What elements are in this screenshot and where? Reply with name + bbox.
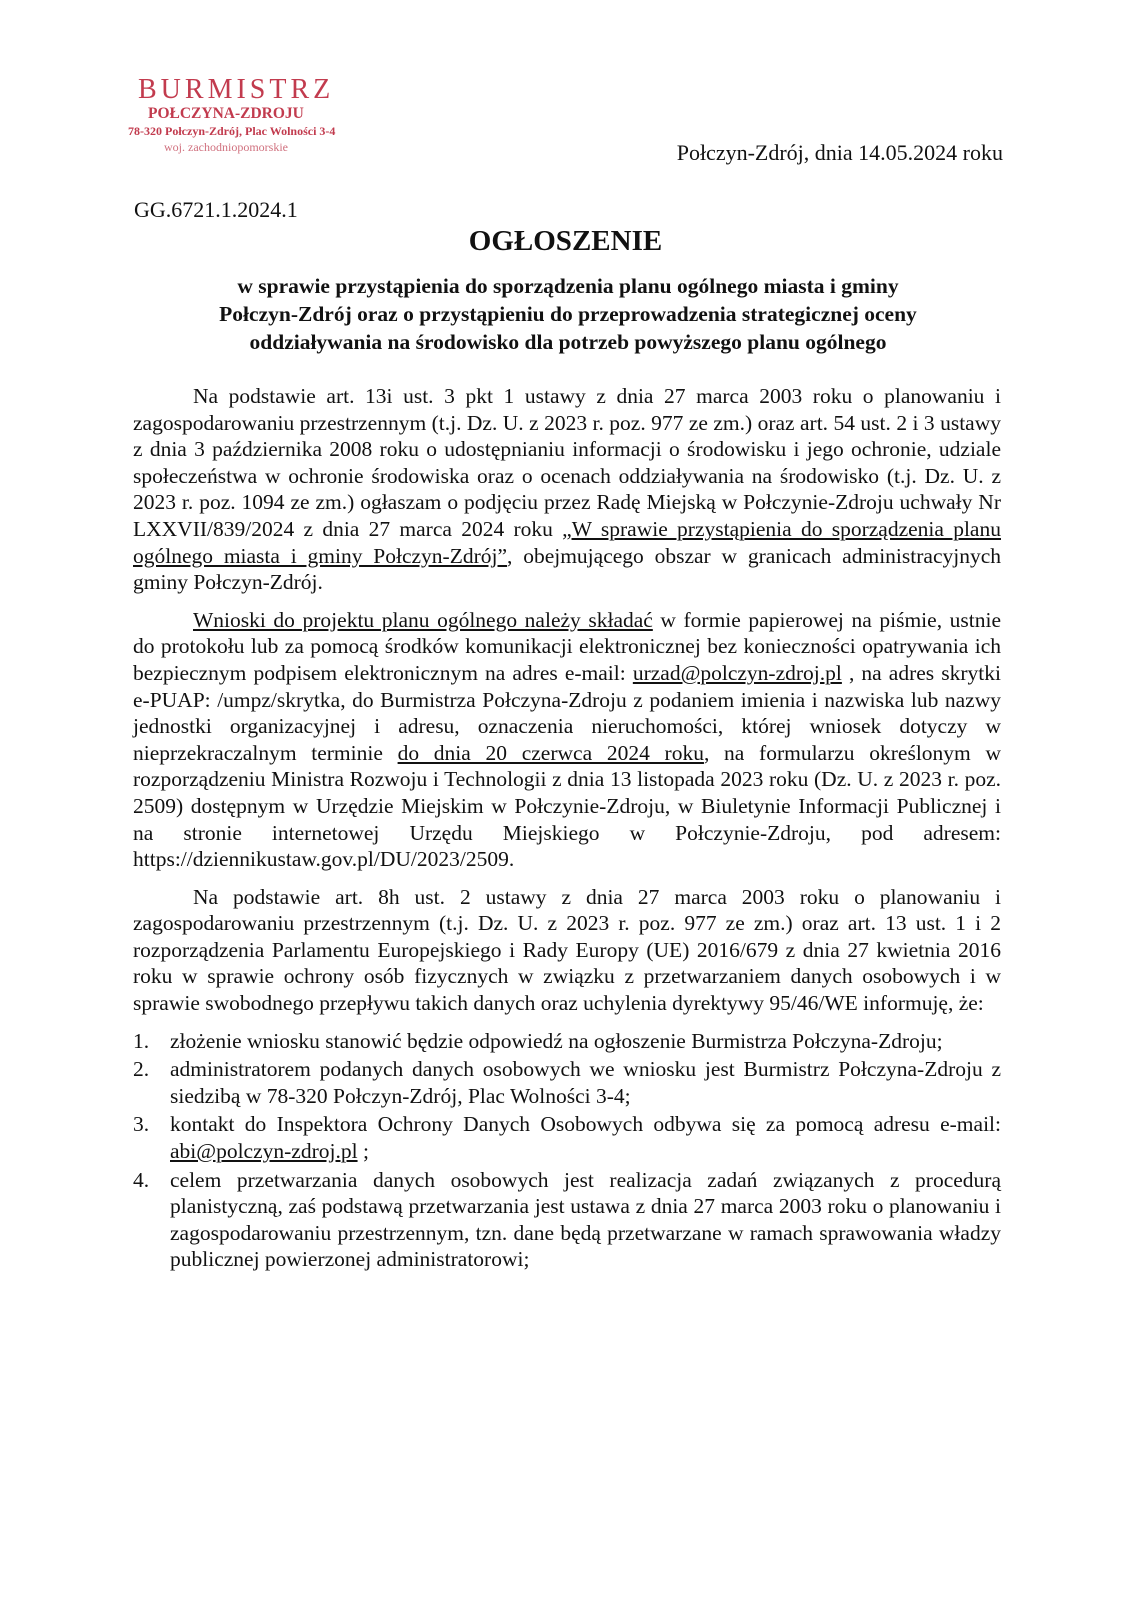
subject-line: Połczyn-Zdrój oraz o przystąpieniu do przeprowadzenia strategicznej oceny (219, 302, 917, 326)
paragraph-text: Na podstawie art. 13i ust. 3 pkt 1 ustawy z dnia 27 marca 2003 roku o planowaniu i zagospodarowaniu przestrzennym (t.j. Dz. U. z 2023 r. poz. 977 ze zm.) oraz art. 54 ust. 2 i 3 ustawy z dnia 3 października 2008 roku o udostępnianiu informacji o środowisku i jego ochronie, udziale społeczeństwa w ochronie środowiska oraz o ocenach oddziaływania na środowisko (t.j. Dz. U. z 2023 r. poz. 1094 ze zm.) ogłaszam o podjęciu przez Radę Miejską w Połczynie-Zdroju uchwały Nr LXXVII/839/2024 z dnia 27 marca 2024 roku (133, 384, 1001, 541)
list-text: ; (357, 1139, 369, 1164)
paragraph-text: , na formularzu określonym w rozporządzeniu Ministra Rozwoju i Technologii z dnia 13 listopada 2023 roku (Dz. U. z 2023 r. poz. 2509) dostępnym w Urzędzie Miejskim w Połczynie-Zdroju, w Biuletynie Informacji Publicznej i na stronie internetowej Urzędu Miejskiego w Połczynie-Zdroju, pod adresem: https://dziennikustaw.gov.pl/DU/2023/2509. (133, 740, 1001, 872)
stamp-title: BURMISTRZ (138, 74, 335, 105)
list-number: 2. (133, 1057, 150, 1082)
paragraph-text: , obejmującego obszar w granicach administracyjnych gminy Połczyn-Zdrój. (133, 543, 1001, 595)
list-item (133, 1056, 1001, 1109)
document-subject (135, 272, 1001, 356)
document-title: OGŁOSZENIE (468, 225, 663, 257)
email-link[interactable]: abi@polczyn-zdroj.pl (170, 1139, 358, 1164)
stamp-region: woj. zachodniopomorskie (164, 140, 288, 154)
paragraph-legal-basis (133, 383, 1001, 596)
list-text: administratorem podanych danych osobowych we wniosku jest Burmistrz Połczyna-Zdroju z siedzibą w 78-320 Połczyn-Zdrój, Plac Wolności 3-4; (170, 1057, 1001, 1108)
list-number: 4. (133, 1167, 150, 1192)
list-item (133, 1028, 1001, 1055)
email-link[interactable]: urzad@polczyn-zdroj.pl (632, 660, 842, 685)
list-text: złożenie wniosku stanowić będzie odpowiedź na ogłoszenie Burmistrza Połczyna-Zdroju; (170, 1028, 943, 1053)
gdpr-list (133, 1028, 1001, 1273)
list-item (133, 1111, 1001, 1164)
stamp-city: POŁCZYNA-ZDROJU (148, 105, 304, 122)
subject-line: oddziaływania na środowisko dla potrzeb powyższego planu ogólnego (249, 330, 887, 354)
list-number: 1. (133, 1028, 150, 1053)
list-text: celem przetwarzania danych osobowych jest realizacja zadań związanych z procedurą planistyczną, zaś podstawą przetwarzania jest ustawa z dnia 27 marca 2003 roku o planowaniu i zagospodarowaniu przestrzennym, tzn. dane będą przetwarzane w ramach sprawowania władzy publicznej powierzonej administratorowi; (170, 1167, 1001, 1272)
stamp-address: 78-320 Połczyn-Zdrój, Plac Wolności 3-4 (128, 124, 336, 138)
list-text: kontakt do Inspektora Ochrony Danych Osobowych odbywa się za pomocą adresu e-mail: (170, 1112, 1001, 1137)
resolution-title: „W sprawie przystąpienia do sporządzenia planu ogólnego miasta i gminy Połczyn-Zdrój” (133, 516, 1001, 568)
subject-line: w sprawie przystąpienia do sporządzenia planu ogólnego miasta i gminy (237, 274, 899, 298)
place-date-prefix: Połczyn-Zdrój, dnia (676, 140, 859, 165)
burmistrz-stamp (128, 75, 368, 155)
paragraph-text: w formie papierowej na piśmie, ustnie do protokołu lub za pomocą środków komunikacji elektronicznej bez konieczności opatrywania ich bezpiecznym podpisem elektronicznym na adres e-mail: (133, 607, 1001, 685)
paragraph-gdpr: Na podstawie art. 8h ust. 2 ustawy z dnia 27 marca 2003 roku o planowaniu i zagospodarowaniu przestrzennym (t.j. Dz. U. z 2023 r. poz. 977 ze zm.) oraz art. 13 ust. 1 i 2 rozporządzenia Parlamentu Europejskiego i Rady Europy (UE) 2016/679 z dnia 27 kwietnia 2016 roku w sprawie ochrony osób fizycznych w związku z przetwarzaniem danych osobowych i w sprawie swobodnego przepływu takich danych oraz uchylenia dyrektywy 95/46/WE informuję, że: (133, 884, 1001, 1016)
list-number: 3. (133, 1112, 150, 1137)
deadline-text: do dnia 20 czerwca 2024 roku (397, 740, 704, 765)
reference-number: GG.6721.1.2024.1 (134, 197, 298, 222)
document-date: 14.05.2024 (858, 140, 958, 165)
applications-lead: Wnioski do projektu planu ogólnego należy składać (193, 607, 653, 632)
document-body (133, 383, 1001, 1275)
place-date (677, 140, 1003, 167)
date-suffix: roku (957, 140, 1003, 165)
paragraph-applications (133, 607, 1001, 873)
paragraph-text: , na adres skrytki e-PUAP: /umpz/skrytka, do Burmistrza Połczyna-Zdroju z podaniem imienia i nazwiska lub nazwy jednostki organizacyjnej i adresu, oznaczenia nieruchomości, której wniosek dotyczy w nieprzekraczalnym terminie (133, 660, 1001, 765)
list-item (133, 1167, 1001, 1273)
